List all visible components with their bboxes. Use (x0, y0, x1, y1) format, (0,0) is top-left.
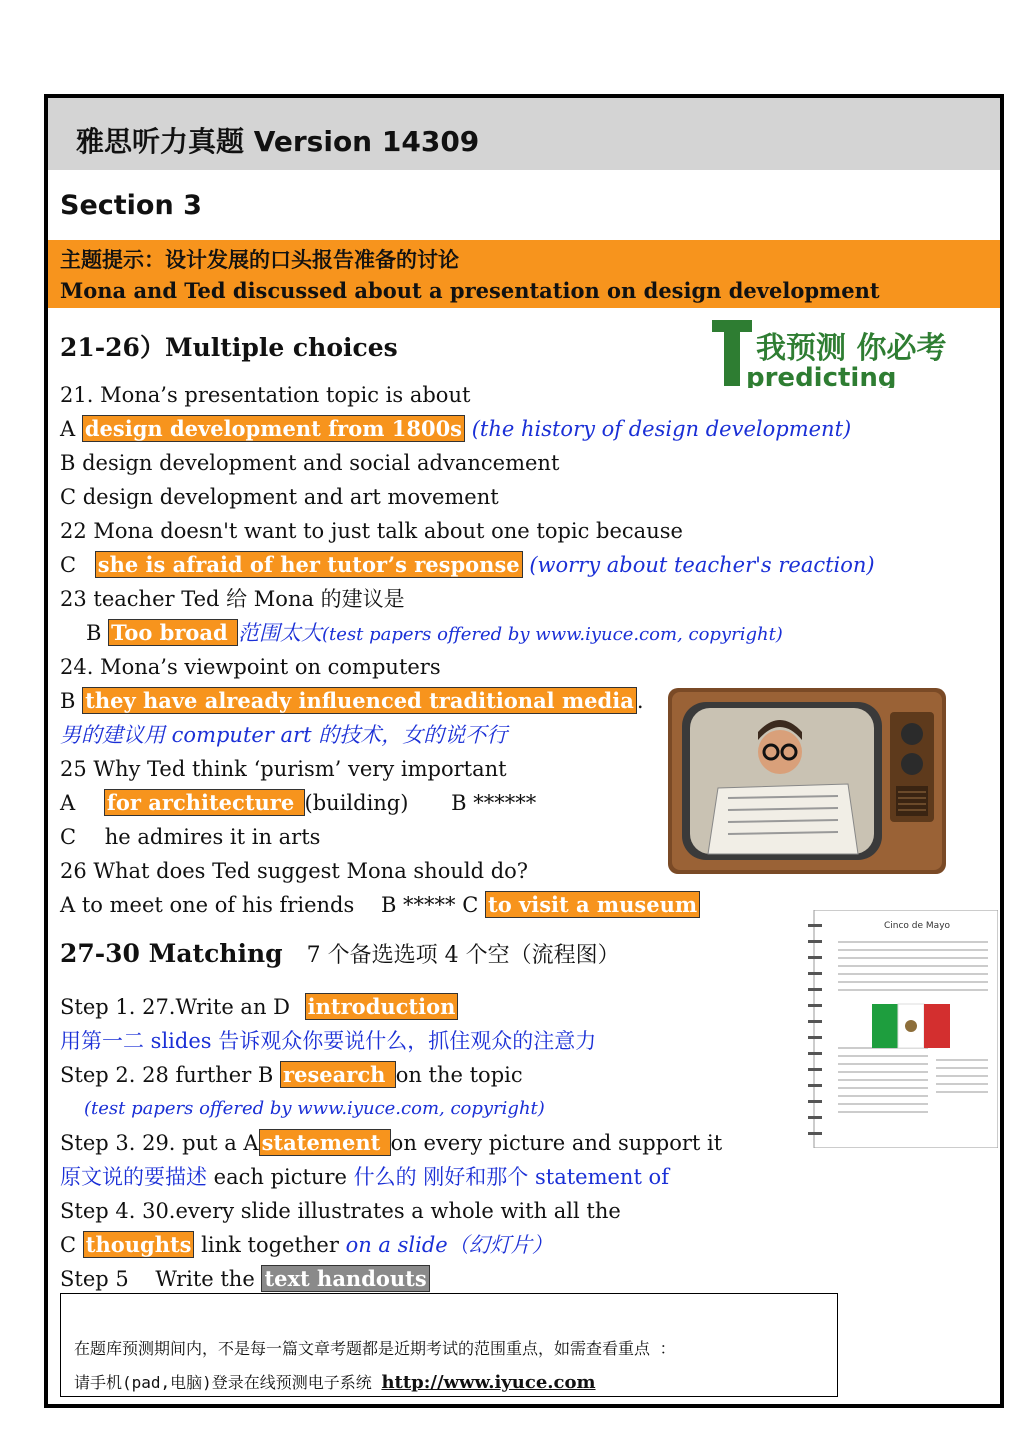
q26-answer: to visit a museum (485, 891, 700, 918)
q26-c-letter: C (462, 893, 479, 917)
step3-line (60, 1128, 722, 1158)
q24-letter: B (60, 689, 76, 713)
footer-line2 (74, 1370, 596, 1393)
q23-stem: 23 teacher Ted 给 Mona 的建议是 (60, 587, 405, 611)
logo-text: 我预测 你必考 (756, 331, 947, 366)
q25-answer-line (60, 788, 536, 818)
q24-answer-line (60, 686, 644, 716)
step1-note: 用第一二 slides 告诉观众你要说什么，抓住观众的注意力 (60, 1029, 597, 1053)
footer-line1: 在题库预测期间内，不是每一篇文章考题都是近期考试的范围重点，如需查看重点 ： (74, 1339, 676, 1358)
step1-line (60, 992, 458, 1022)
topic-en: Mona and Ted discussed about a presentation on design development (60, 278, 880, 303)
step5-text: Step 5 Write the (60, 1267, 262, 1291)
q21-option-c: C design development and art movement (60, 485, 499, 509)
q21-answer: design development from 1800s (82, 415, 465, 442)
q25-stem: 25 Why Ted think ‘purism’ very important (60, 757, 507, 781)
q25-after: (building) (304, 791, 409, 815)
q23-letter: B (86, 621, 102, 645)
matching-heading (60, 938, 620, 969)
predicting-logo (712, 318, 964, 388)
step4-note: on a slide（幻灯片） (345, 1233, 553, 1257)
q24-answer: they have already influenced traditional media (82, 687, 637, 714)
cinco-de-mayo-flyer (808, 910, 998, 1148)
step2-after: on the topic (395, 1063, 523, 1087)
step1-text: Step 1. 27.Write an D (60, 995, 290, 1019)
q23-note-zh: 范围太大 (238, 621, 323, 645)
step3-note-c: 什么的 刚好和那个 statement of (353, 1165, 669, 1189)
footer-line2-text: 请手机(pad,电脑)登录在线预测电子系统 (74, 1373, 382, 1392)
footer-link[interactable]: http://www.iyuce.com (381, 1372, 596, 1393)
q22-stem: 22 Mona doesn't want to just talk about one topic because (60, 519, 683, 543)
q25-letter: A (60, 791, 76, 815)
flyer-title: Cinco de Mayo (884, 921, 951, 931)
step4-answer-line (60, 1230, 553, 1260)
section-title: Section 3 (60, 190, 202, 221)
matching-note: 7 个备选选项 4 个空（流程图） (306, 943, 620, 968)
step1-answer: introduction (305, 993, 459, 1020)
q25-option-b: B ****** (451, 791, 537, 815)
tv-newspaper-image (668, 688, 946, 874)
page-title: 雅思听力真题 Version 14309 (76, 125, 480, 158)
q23-answer: Too broad (108, 619, 238, 646)
step5-line (60, 1264, 430, 1294)
q21-answer-line (60, 414, 851, 444)
q26-option-a: A to meet one of his friends (60, 893, 355, 917)
step2-note: (test papers offered by www.iyuce.com, copyright) (84, 1098, 545, 1119)
q23-answer-line (86, 618, 783, 650)
q24-note: 男的建议用 computer art 的技术，女的说不行 (60, 723, 508, 747)
q22-note: (worry about teacher's reaction) (529, 553, 875, 577)
q23-note-en: (test papers offered by www.iyuce.com, copyright) (322, 624, 783, 645)
q24-after: . (636, 689, 644, 713)
q26-option-b: B ***** (380, 893, 456, 917)
step3-text: Step 3. 29. put a A (60, 1131, 259, 1155)
q26-answer-line (60, 890, 700, 920)
q22-letter: C (60, 553, 77, 577)
step3-after: on every picture and support it (390, 1131, 723, 1155)
multiple-choice-heading: 21-26）Multiple choices (60, 333, 398, 362)
step2-text: Step 2. 28 further B (60, 1063, 274, 1087)
q25-answer: for architecture (104, 789, 305, 816)
matching-title: 27-30 Matching (60, 939, 283, 968)
q25-option-c (60, 822, 320, 852)
q21-stem: 21. Mona’s presentation topic is about (60, 383, 471, 407)
q24-stem: 24. Mona’s viewpoint on computers (60, 655, 441, 679)
q22-answer: she is afraid of her tutor’s response (95, 551, 523, 578)
logo-sub: predicting (746, 363, 897, 388)
step4-letter: C (60, 1233, 77, 1257)
q21-option-b: B design development and social advancement (60, 451, 560, 475)
step2-answer: research (280, 1061, 396, 1088)
q22-answer-line (60, 550, 875, 580)
step4-after: link together (194, 1233, 346, 1257)
topic-zh: 主题提示：设计发展的口头报告准备的讨论 (60, 247, 459, 272)
step4-answer: thoughts (83, 1231, 195, 1258)
step3-answer: statement (259, 1129, 391, 1156)
step4-line: Step 4. 30.every slide illustrates a whole with all the (60, 1199, 621, 1223)
q21-note: (the history of design development) (471, 417, 852, 441)
q26-stem: 26 What does Ted suggest Mona should do? (60, 859, 529, 883)
q21-letter: A (60, 417, 76, 441)
step3-note-b: each picture (207, 1165, 354, 1189)
step3-note (60, 1162, 669, 1192)
q25-c-letter: C (60, 825, 77, 849)
step2-line (60, 1060, 523, 1090)
step3-note-a: 原文说的要描述 (60, 1165, 207, 1189)
step5-answer: text handouts (261, 1265, 429, 1292)
q25-c-text: he admires it in arts (104, 825, 321, 849)
